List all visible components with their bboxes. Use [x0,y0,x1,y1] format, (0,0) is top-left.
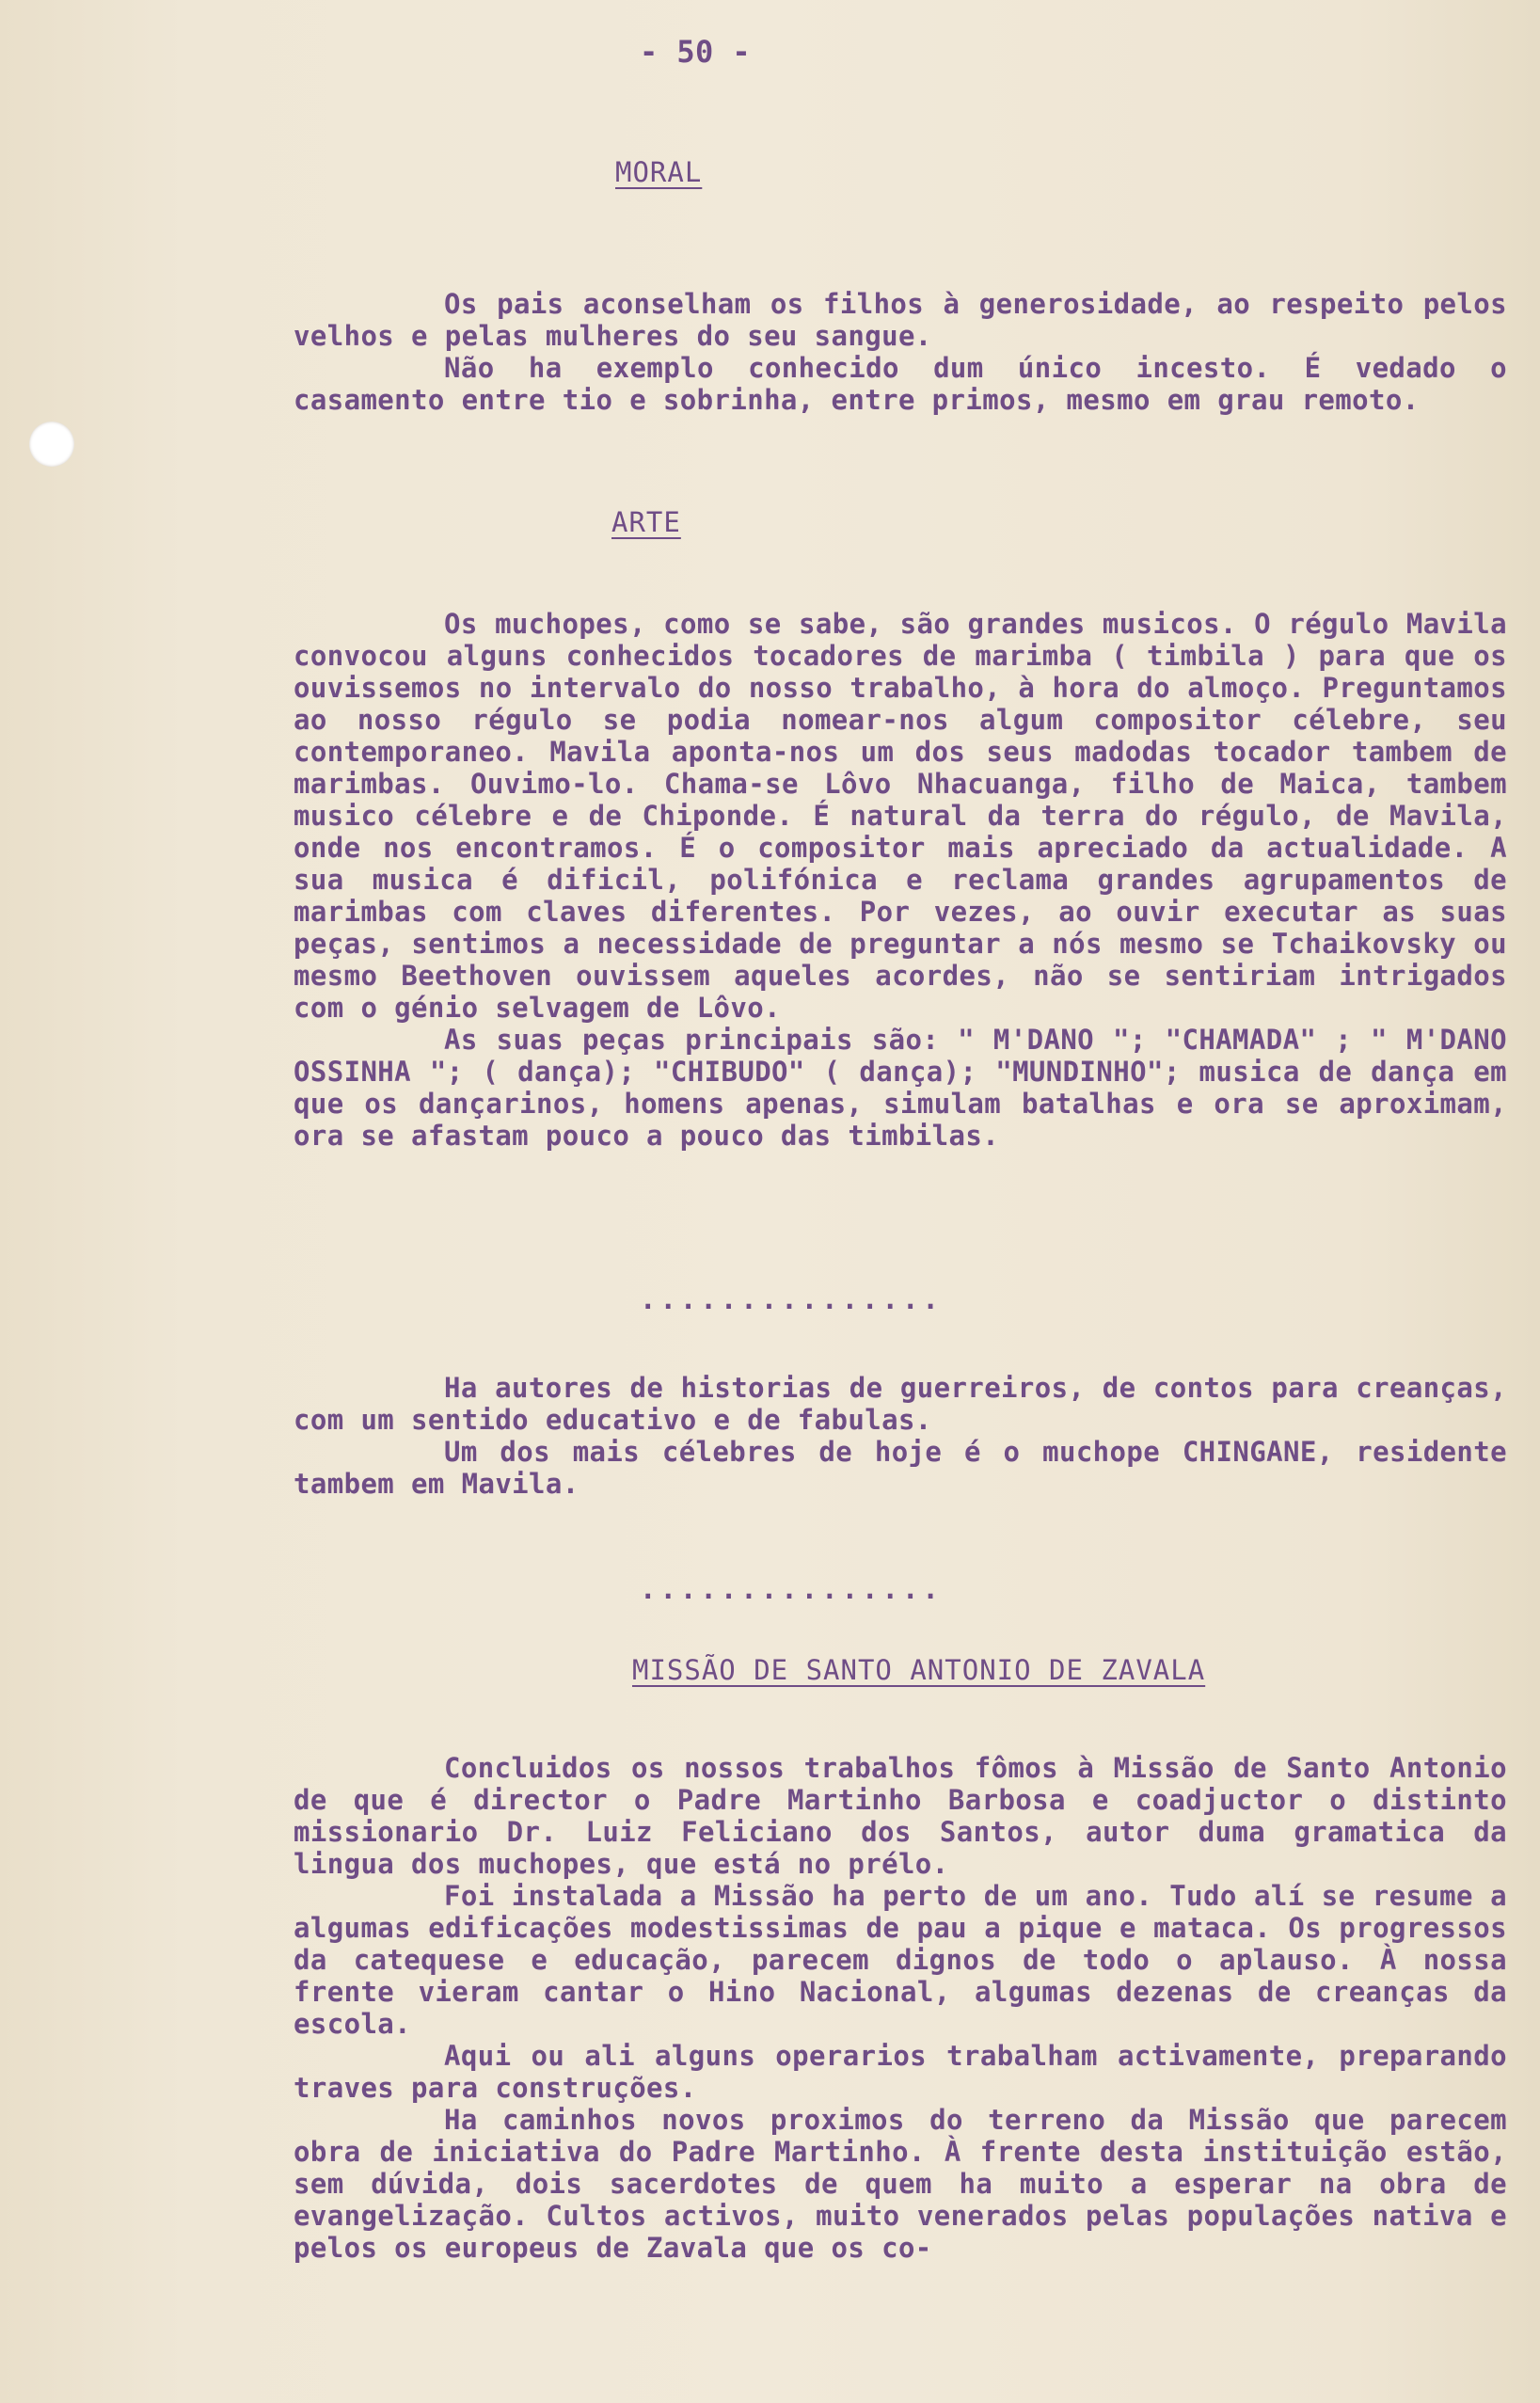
paragraph: Não ha exemplo conhecido dum único incesto. É vedado o casamento entre tio e sobrinha, entre primos, mesmo em grau remoto. [294,352,1524,416]
page-number: - 50 - [640,34,751,70]
heading-missao: MISSÃO DE SANTO ANTONIO DE ZAVALA [632,1654,1206,1686]
paragraph: Um dos mais célebres de hoje é o muchope CHINGANE, residente tambem em Mavila. [294,1436,1524,1500]
paragraph: Ha caminhos novos proximos do terreno da Missão que parecem obra de iniciativa do Padre Martinho. À frente desta instituição estão, sem dúvida, dois sacerdotes de quem ha muito a esperar na obra de evangelização. Cultos activos, muito venerados pelas populações nativa e pelos os europeus de Zavala que os co- [294,2104,1524,2264]
paragraph: Ha autores de historias de guerreiros, de contos para creanças, com um sentido educativo e de fabulas. [294,1372,1524,1436]
separator-dots: ............... [640,1573,943,1605]
paragraph: Os pais aconselham os filhos à generosidade, ao respeito pelos velhos e pelas mulheres do seu sangue. [294,288,1524,352]
section-historias [294,1372,1524,1500]
paragraph: Os muchopes, como se sabe, são grandes musicos. O régulo Mavila convocou alguns conhecidos tocadores de marimba ( timbila ) para que os ouvissemos no intervalo do nosso trabalho, à hora do almoço. Preguntamos ao nosso régulo se podia nomear-nos algum compositor célebre, seu contemporaneo. Mavila aponta-nos um dos seus madodas tocador tambem de marimbas. Ouvimo-lo. Chama-se Lôvo Nhacuanga, filho de Maica, tambem musico célebre e de Chiponde. É natural da terra do régulo, de Mavila, onde nos encontramos. É o compositor mais apreciado da actualidade. A sua musica é dificil, polifónica e reclama grandes agrupamentos de marimbas com claves diferentes. Por vezes, ao ouvir executar as suas peças, sentimos a necessidade de preguntar a nós mesmo se Tchaikovsky ou mesmo Beethoven ouvissem aqueles acordes, não se sentiriam intrigados com o génio selvagem de Lôvo. [294,608,1524,1024]
heading-moral: MORAL [615,156,703,188]
paragraph: Aqui ou ali alguns operarios trabalham activamente, preparando traves para construções. [294,2040,1524,2104]
paragraph: As suas peças principais são: " M'DANO "; "CHAMADA" ; " M'DANO OSSINHA "; ( dança); "CHIBUDO" ( dança); "MUNDINHO"; musica de dança em que os dançarinos, homens apenas, simulam batalhas e ora se aproximam, ora se afastam pouco a pouco das timbilas. [294,1024,1524,1152]
paragraph: Concluidos os nossos trabalhos fômos à Missão de Santo Antonio de que é director o Padre Martinho Barbosa e coadjuctor o distinto missionario Dr. Luiz Feliciano dos Santos, autor duma gramatica da lingua dos muchopes, que está no prélo. [294,1752,1524,1880]
section-moral [294,288,1524,416]
paragraph: Foi instalada a Missão ha perto de um ano. Tudo alí se resume a algumas edificações modestissimas de pau a pique e mataca. Os progressos da catequese e educação, parecem dignos de todo o aplauso. À nossa frente vieram cantar o Hino Nacional, algumas dezenas de creanças da escola. [294,1880,1524,2040]
heading-arte: ARTE [611,506,681,538]
separator-dots: ............... [640,1283,943,1315]
section-arte [294,608,1524,1152]
binder-punch-hole [29,422,74,467]
section-missao [294,1752,1524,2264]
